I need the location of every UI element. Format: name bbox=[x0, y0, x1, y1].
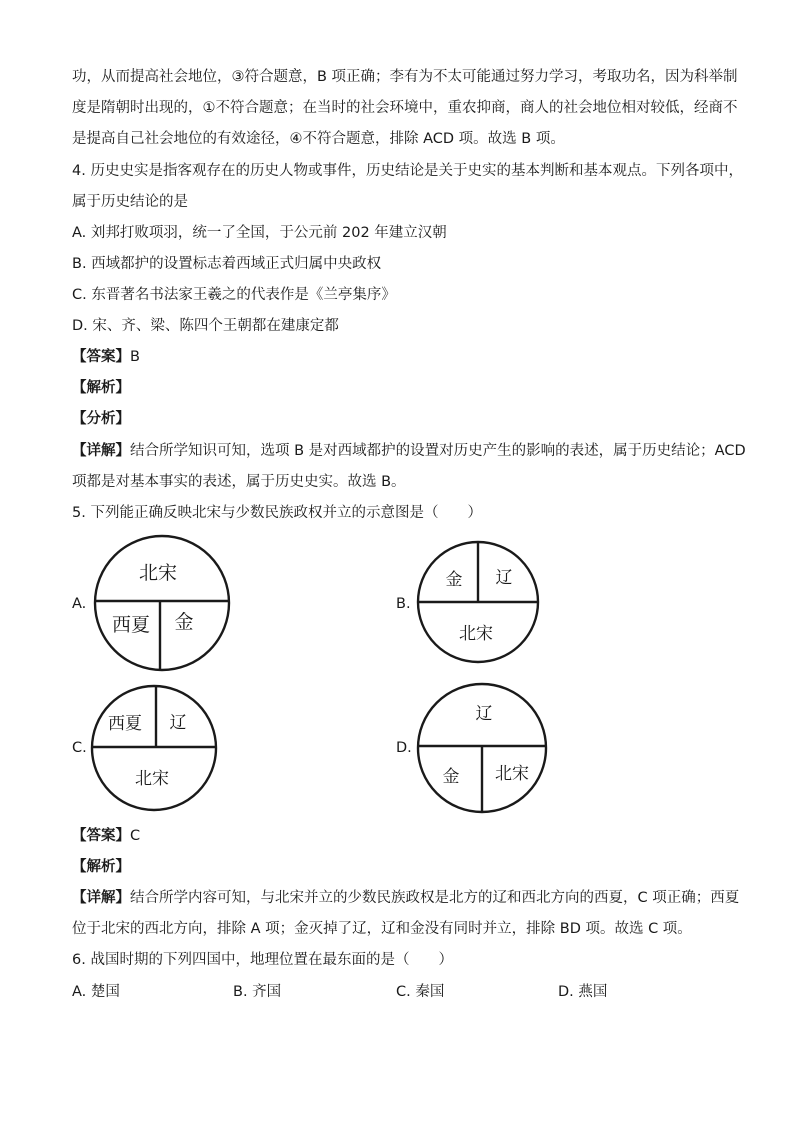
paragraph-line: 度是隋朝时出现的，①不符合题意；在当时的社会环境中，重农抑商，商人的社会地位相对较低，经商不 bbox=[72, 100, 738, 116]
answer-value: B bbox=[130, 349, 140, 365]
question-4-stem: 4. 历史史实是指客观存在的历史人物或事件，历史结论是关于史实的基本判断和基本观点。下列各项中， bbox=[72, 163, 743, 179]
question-4-option-c: C. 东晋著名书法家王羲之的代表作是《兰亭集序》 bbox=[72, 287, 396, 303]
paragraph-line: 是提高自己社会地位的有效途径，④不符合题意，排除 ACD 项。故选 B 项。 bbox=[72, 131, 565, 147]
paragraph-line: 功，从而提高社会地位，③符合题意，B 项正确；李有为不太可能通过努力学习，考取功名，因为科举制 bbox=[72, 69, 738, 85]
diagram-d-letter: D. bbox=[396, 740, 412, 756]
question-5-detail: 位于北宋的西北方向，排除 A 项；金灭掉了辽，辽和金没有同时并立，排除 BD 项。故选 C 项。 bbox=[72, 921, 692, 937]
diagram-b-letter: B. bbox=[396, 596, 411, 612]
question-5-detail bbox=[72, 888, 740, 908]
diagram-a-bottom-right: 金 bbox=[174, 611, 194, 633]
question-4-option-b: B. 西域都护的设置标志着西域正式归属中央政权 bbox=[72, 256, 382, 272]
question-4-detail: 项都是对基本事实的表述，属于历史史实。故选 B。 bbox=[72, 474, 406, 490]
question-6-option-c: C. 秦国 bbox=[396, 984, 445, 1000]
diagram-c-top-left: 西夏 bbox=[108, 714, 142, 734]
question-6-option-b: B. 齐国 bbox=[233, 984, 282, 1000]
diagram-b-bottom: 北宋 bbox=[459, 624, 493, 644]
diagram-d-bottom-left: 金 bbox=[442, 767, 460, 787]
question-6-option-d: D. 燕国 bbox=[558, 984, 608, 1000]
detail-text: 结合所学知识可知，选项 B 是对西域都护的设置对历史产生的影响的表述，属于历史结论；ACD bbox=[130, 443, 746, 459]
analysis-tag: 【解析】 bbox=[72, 380, 130, 396]
diagram-c-bottom: 北宋 bbox=[135, 769, 169, 789]
diagram-d bbox=[416, 682, 548, 814]
diagram-a-letter: A. bbox=[72, 596, 87, 612]
diagram-a-top: 北宋 bbox=[138, 562, 178, 584]
diagram-b-top-left: 金 bbox=[445, 570, 463, 590]
answer-value: C bbox=[130, 828, 141, 844]
diagram-a bbox=[92, 533, 232, 673]
diagram-a-circle bbox=[95, 536, 229, 670]
diagram-c bbox=[90, 684, 218, 812]
question-4-fenxi-tag bbox=[72, 409, 732, 429]
question-6-stem: 6. 战国时期的下列四国中，地理位置在最东面的是（ ） bbox=[72, 952, 453, 968]
detail-tag: 【详解】 bbox=[72, 443, 130, 459]
answer-tag: 【答案】 bbox=[72, 828, 130, 844]
question-4-detail bbox=[72, 441, 746, 461]
question-6-option-a: A. 楚国 bbox=[72, 984, 120, 1000]
question-4-stem: 属于历史结论的是 bbox=[72, 194, 188, 210]
detail-tag: 【详解】 bbox=[72, 890, 130, 906]
diagram-c-top-right: 辽 bbox=[169, 713, 187, 733]
question-4-answer bbox=[72, 347, 732, 367]
diagram-c-letter: C. bbox=[72, 740, 87, 756]
diagram-a-bottom-left: 西夏 bbox=[111, 614, 151, 636]
question-5-analysis-tag bbox=[72, 857, 732, 877]
diagram-b-top-right: 辽 bbox=[495, 568, 513, 588]
diagram-d-top: 辽 bbox=[475, 704, 493, 724]
answer-tag: 【答案】 bbox=[72, 349, 130, 365]
question-4-option-a: A. 刘邦打败项羽，统一了全国，于公元前 202 年建立汉朝 bbox=[72, 225, 447, 241]
question-5-answer bbox=[72, 826, 732, 846]
question-5-stem: 5. 下列能正确反映北宋与少数民族政权并立的示意图是（ ） bbox=[72, 505, 482, 521]
diagram-d-bottom-right: 北宋 bbox=[495, 764, 529, 784]
diagram-b bbox=[416, 540, 540, 664]
fenxi-tag: 【分析】 bbox=[72, 411, 130, 427]
analysis-tag: 【解析】 bbox=[72, 859, 130, 875]
question-4-analysis-tag bbox=[72, 378, 732, 398]
detail-text: 结合所学内容可知，与北宋并立的少数民族政权是北方的辽和西北方向的西夏，C 项正确；西夏 bbox=[130, 890, 740, 906]
question-4-option-d: D. 宋、齐、梁、陈四个王朝都在建康定都 bbox=[72, 318, 339, 334]
